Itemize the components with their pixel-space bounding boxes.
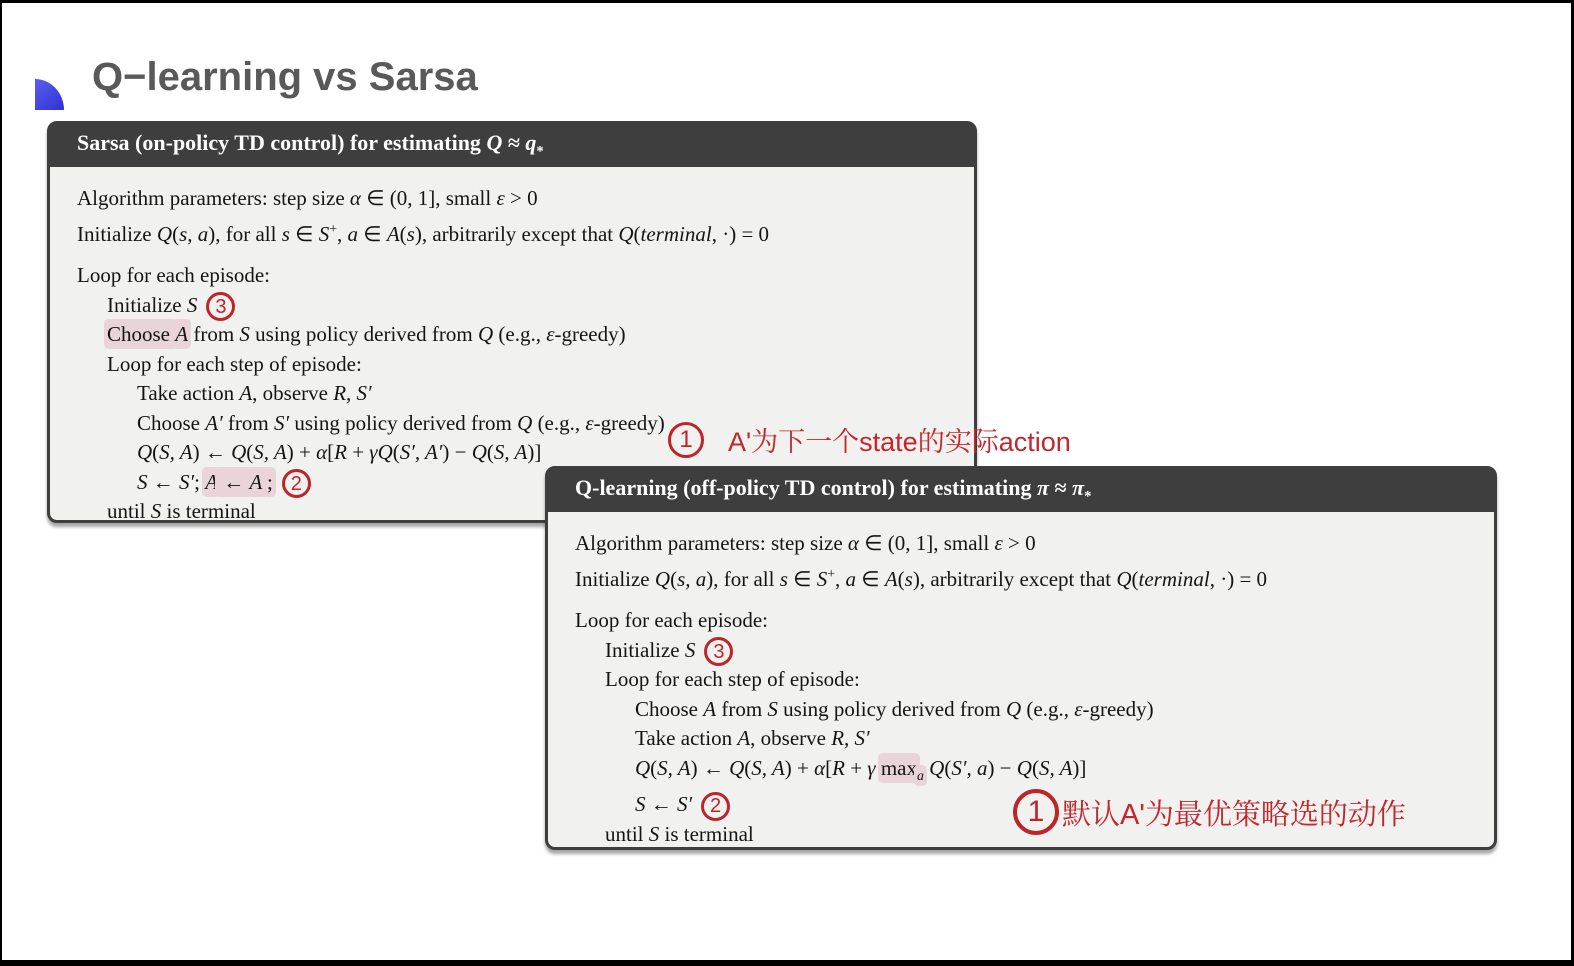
code-text: A	[737, 726, 751, 750]
code-text: , observe	[750, 726, 832, 750]
code-text: Initialize	[575, 566, 655, 591]
code-text: S′	[677, 792, 693, 817]
code-text: S	[684, 637, 696, 662]
code-text: , ·) = 0	[711, 221, 770, 246]
code-text: Algorithm parameters: step size	[77, 186, 350, 210]
code-text: α	[814, 755, 826, 780]
code-text: Sarsa (on-policy TD control) for estimating	[77, 130, 487, 156]
code-text: S	[635, 792, 646, 817]
code-text: Q-learning (off-policy TD control) for estimating	[575, 475, 1037, 501]
code-text: ε	[585, 410, 594, 435]
algo-line	[77, 350, 974, 380]
code-text: terminal	[640, 221, 712, 246]
code-text: Q	[486, 130, 503, 156]
code-text: ∈ (0, 1], small	[360, 186, 497, 210]
code-text: until	[605, 821, 649, 846]
sarsa-header-title	[77, 130, 544, 160]
code-text: π	[1036, 475, 1049, 501]
code-text: -greedy)	[593, 410, 665, 435]
code-text: Q	[618, 221, 634, 246]
code-text: S, A	[159, 440, 193, 464]
code-text: Algorithm parameters: step size	[575, 531, 848, 555]
code-text: Q	[1016, 755, 1032, 780]
code-text: (	[744, 755, 752, 780]
code-text: a	[916, 767, 924, 783]
code-text: S	[318, 221, 330, 246]
algo-line	[575, 724, 1494, 754]
code-text: A′	[205, 410, 223, 435]
code-text: Q	[929, 755, 945, 780]
code-text: ε	[1074, 696, 1083, 721]
code-text: Q	[471, 440, 487, 464]
code-text: s	[281, 221, 290, 246]
code-text: A	[205, 469, 219, 494]
code-text: > 0	[1002, 531, 1036, 555]
code-text: ), arbitrarily except that	[912, 566, 1117, 591]
code-text: S	[150, 499, 162, 523]
code-text: from	[188, 322, 240, 346]
code-text: *	[536, 143, 544, 160]
code-text: A	[386, 221, 400, 246]
algo-line	[77, 261, 974, 291]
code-text: S	[239, 322, 250, 346]
code-text: S′	[274, 410, 290, 435]
code-text: γ	[867, 755, 881, 780]
code-text: α	[316, 440, 328, 464]
code-text: (	[486, 440, 494, 464]
algo-line	[575, 754, 1494, 791]
code-text: (	[392, 440, 400, 464]
code-text: S	[137, 469, 148, 494]
code-text: (	[246, 440, 254, 464]
code-text: s, a	[179, 221, 209, 246]
code-text: A	[884, 566, 898, 591]
code-text: ←	[645, 792, 677, 817]
code-text: ), for all	[706, 566, 780, 591]
algo-line	[575, 559, 1494, 595]
code-text: ε	[546, 322, 555, 346]
code-text: )]	[527, 440, 542, 464]
code-text: ;	[194, 469, 206, 494]
code-text: S, A	[1038, 755, 1073, 780]
code-text: Q	[654, 566, 671, 591]
code-text: *	[1084, 488, 1092, 505]
code-text: ←	[147, 469, 179, 494]
code-text: -greedy)	[554, 322, 626, 346]
code-text: A	[175, 322, 189, 346]
circled-number-icon: 1	[668, 422, 704, 458]
code-text: R, S′	[831, 726, 870, 750]
code-text: using policy derived from	[289, 410, 518, 435]
sarsa-box-header	[50, 124, 974, 167]
code-text: Q	[635, 755, 651, 780]
algo-line	[77, 320, 974, 350]
code-text: max	[880, 755, 917, 780]
qlearning-annotation	[1013, 789, 1406, 835]
code-text: Loop for each step of episode:	[107, 351, 362, 376]
code-text: ∈ (0, 1], small	[858, 531, 995, 555]
code-text: Q	[517, 410, 533, 435]
code-text: α	[847, 531, 859, 555]
sarsa-annotation-text: A'为下一个state的实际action	[728, 427, 1071, 457]
code-text: using policy derived from	[249, 322, 478, 346]
code-text: s, a	[677, 566, 707, 591]
code-text: S′, A′	[399, 440, 443, 464]
code-text: > 0	[504, 186, 538, 210]
code-text: ), arbitrarily except that	[414, 221, 619, 246]
code-text: +	[844, 755, 868, 780]
code-text: terminal	[1138, 566, 1210, 591]
code-text: S, A	[493, 440, 528, 464]
code-text: , observe	[252, 381, 334, 405]
code-text: +	[346, 440, 370, 464]
qlearning-header-title	[575, 475, 1091, 505]
code-text: ,	[337, 221, 348, 246]
code-text: (	[152, 440, 160, 464]
code-text: ≈	[1048, 475, 1073, 501]
code-text: S′	[179, 469, 195, 494]
code-text: Choose	[107, 322, 176, 346]
code-text: ∈	[856, 566, 885, 591]
code-text: from	[222, 410, 274, 435]
algo-line	[77, 184, 974, 214]
code-text: )]	[1072, 755, 1087, 780]
slide	[2, 3, 1571, 960]
code-text: α	[349, 186, 361, 210]
code-text: A	[703, 696, 717, 721]
code-text: (e.g.,	[532, 410, 586, 435]
code-text: ∈	[289, 221, 319, 246]
code-text: Loop for each step of episode:	[605, 667, 860, 691]
code-text: ,	[835, 566, 846, 591]
code-text: S	[816, 566, 828, 591]
code-text: +	[329, 220, 338, 236]
slide-accent-quarter-circle-icon	[35, 79, 64, 110]
code-text: ε	[496, 186, 505, 210]
code-text: ) −	[987, 755, 1017, 780]
code-text: ) ←	[690, 755, 730, 780]
code-text: [	[825, 755, 833, 780]
code-text: is terminal	[659, 821, 754, 846]
code-text: ) +	[784, 755, 815, 780]
code-text: S	[186, 292, 198, 317]
code-text: Choose	[137, 410, 206, 435]
algo-line	[77, 379, 974, 409]
code-text: ) −	[442, 440, 472, 464]
code-text: a	[347, 221, 359, 246]
algo-line	[575, 636, 1494, 666]
sarsa-annotation	[668, 420, 1071, 459]
code-text: q	[525, 130, 537, 156]
code-text: (	[944, 755, 952, 780]
code-text: Q	[231, 440, 247, 464]
code-text: R, S′	[333, 381, 372, 405]
code-text: S, A	[751, 755, 785, 780]
code-text: Q	[477, 322, 494, 346]
circled-number-icon: 3	[704, 637, 733, 666]
code-text: S, A	[657, 755, 691, 780]
code-text: A′	[249, 469, 267, 494]
code-text: (	[650, 755, 658, 780]
code-text: π	[1072, 475, 1085, 501]
code-text: Choose	[635, 696, 704, 721]
code-text: (	[1031, 755, 1039, 780]
code-text: Take action	[635, 726, 738, 750]
code-text: ;	[266, 469, 273, 494]
code-text: Q	[156, 221, 173, 246]
code-text: ∈	[787, 566, 817, 591]
code-text: Loop for each episode:	[575, 608, 769, 632]
code-text: ∈	[358, 221, 387, 246]
code-text: , ·) = 0	[1209, 566, 1268, 591]
code-text: S′, a	[951, 755, 988, 780]
code-text: a	[845, 566, 857, 591]
code-text: Initialize	[77, 221, 157, 246]
algo-line	[77, 214, 974, 250]
code-text: Loop for each episode:	[77, 263, 271, 287]
code-text: R	[832, 755, 845, 780]
code-text: Q	[1005, 696, 1022, 721]
sarsa-algorithm-box	[47, 121, 977, 523]
code-text: S	[648, 821, 660, 846]
algo-line	[77, 291, 974, 321]
algo-line	[575, 695, 1494, 725]
code-text: from	[716, 696, 768, 721]
algo-line	[575, 529, 1494, 559]
code-text: Q	[137, 440, 153, 464]
code-text: s	[904, 566, 913, 591]
circled-number-icon: 2	[701, 792, 730, 821]
qlearning-annotation-text: 默认A'为最优策略选的动作	[1062, 798, 1406, 831]
code-text: ε	[994, 531, 1003, 555]
code-text: ), for all	[208, 221, 282, 246]
code-text: (e.g.,	[1021, 696, 1075, 721]
algo-line	[575, 606, 1494, 636]
code-text: using policy derived from	[777, 696, 1006, 721]
code-text: (e.g.,	[493, 322, 547, 346]
circled-number-icon: 2	[282, 469, 311, 498]
code-text: (	[897, 566, 905, 591]
code-text: ←	[218, 469, 250, 494]
code-text: s	[779, 566, 788, 591]
code-text: Take action	[137, 381, 240, 405]
circled-number-icon: 1	[1013, 789, 1059, 835]
qlearning-box-header	[548, 469, 1494, 512]
code-text: (	[172, 221, 180, 246]
code-text: until	[107, 499, 151, 523]
code-text: (	[633, 221, 641, 246]
code-text: (	[670, 566, 678, 591]
code-text: [	[327, 440, 335, 464]
code-text: γQ	[369, 440, 393, 464]
code-text: (	[1131, 566, 1139, 591]
code-text: Initialize	[107, 292, 187, 317]
code-text: +	[827, 565, 836, 581]
code-text: ≈	[502, 130, 526, 156]
code-text: Q	[729, 755, 745, 780]
page-title: Q−learning vs Sarsa	[92, 55, 478, 99]
code-text: Initialize	[605, 637, 685, 662]
code-text: s	[406, 221, 415, 246]
code-text: Q	[1116, 566, 1132, 591]
code-text: ) +	[286, 440, 317, 464]
code-text: S, A	[253, 440, 287, 464]
code-text: A	[239, 381, 253, 405]
circled-number-icon: 3	[206, 292, 235, 321]
code-text: is terminal	[161, 499, 256, 523]
code-text: -greedy)	[1082, 696, 1154, 721]
code-text: ) ←	[192, 440, 232, 464]
code-text: S	[767, 696, 778, 721]
code-text: R	[334, 440, 347, 464]
algo-line	[575, 665, 1494, 695]
code-text: (	[399, 221, 407, 246]
